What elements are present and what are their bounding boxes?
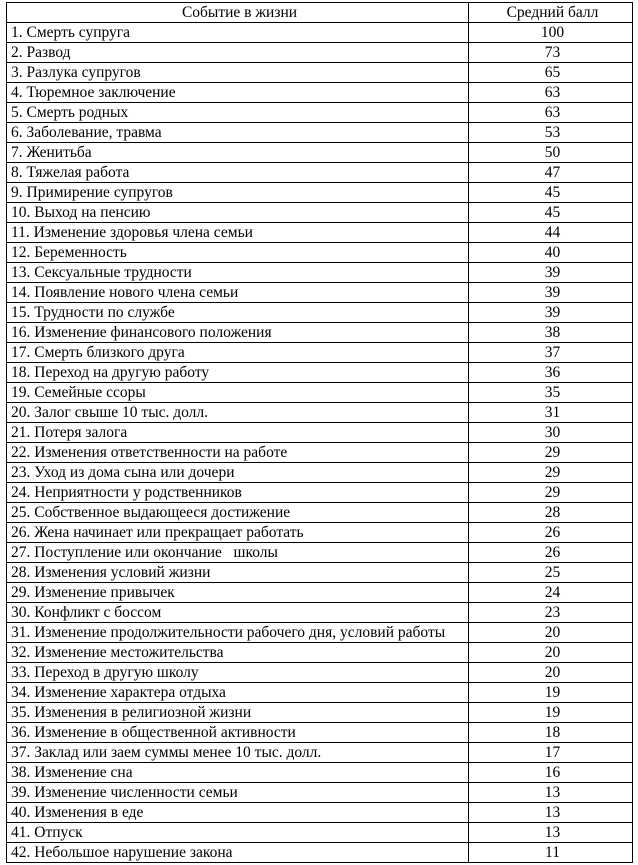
- event-cell: 14. Появление нового члена семьи: [7, 283, 469, 303]
- table-row: [7, 183, 633, 203]
- score-cell: 31: [469, 403, 633, 423]
- table-row: [7, 723, 633, 743]
- event-cell: 37. Заклад или заем суммы менее 10 тыс. долл.: [7, 743, 469, 763]
- table-row: [7, 803, 633, 823]
- table-row: [7, 223, 633, 243]
- table-row: [7, 683, 633, 703]
- table-row: [7, 323, 633, 343]
- event-cell: 35. Изменения в религиозной жизни: [7, 703, 469, 723]
- score-cell: 47: [469, 163, 633, 183]
- event-cell: 18. Переход на другую работу: [7, 363, 469, 383]
- table-row: [7, 83, 633, 103]
- score-cell: 65: [469, 63, 633, 83]
- table-row: [7, 563, 633, 583]
- score-cell: 39: [469, 303, 633, 323]
- table-row: [7, 483, 633, 503]
- event-cell: 12. Беременность: [7, 243, 469, 263]
- table-row: [7, 363, 633, 383]
- score-cell: 29: [469, 483, 633, 503]
- table-row: [7, 663, 633, 683]
- event-cell: 27. Поступление или окончание школы: [7, 543, 469, 563]
- table-row: [7, 283, 633, 303]
- score-cell: 45: [469, 183, 633, 203]
- score-cell: 44: [469, 223, 633, 243]
- score-cell: 20: [469, 663, 633, 683]
- event-cell: 33. Переход в другую школу: [7, 663, 469, 683]
- event-cell: 26. Жена начинает или прекращает работать: [7, 523, 469, 543]
- event-cell: 19. Семейные ссоры: [7, 383, 469, 403]
- table-row: [7, 843, 633, 863]
- event-cell: 40. Изменения в еде: [7, 803, 469, 823]
- score-cell: 11: [469, 843, 633, 863]
- score-cell: 29: [469, 463, 633, 483]
- table-row: [7, 423, 633, 443]
- event-cell: 42. Небольшое нарушение закона: [7, 843, 469, 863]
- score-cell: 63: [469, 103, 633, 123]
- table-body: [7, 23, 633, 863]
- table-row: [7, 23, 633, 43]
- event-cell: 32. Изменение местожительства: [7, 643, 469, 663]
- score-cell: 63: [469, 83, 633, 103]
- table-row: [7, 403, 633, 423]
- table-row: [7, 523, 633, 543]
- score-cell: 19: [469, 703, 633, 723]
- score-cell: 28: [469, 503, 633, 523]
- event-cell: 31. Изменение продолжительности рабочего дня, условий работы: [7, 623, 469, 643]
- event-cell: 6. Заболевание, травма: [7, 123, 469, 143]
- score-cell: 100: [469, 23, 633, 43]
- table-row: [7, 743, 633, 763]
- score-cell: 13: [469, 783, 633, 803]
- event-cell: 38. Изменение сна: [7, 763, 469, 783]
- table-row: [7, 343, 633, 363]
- table-row: [7, 123, 633, 143]
- table-row: [7, 63, 633, 83]
- table-row: [7, 143, 633, 163]
- event-cell: 15. Трудности по службе: [7, 303, 469, 323]
- column-header-score: Средний балл: [469, 3, 633, 23]
- table-row: [7, 783, 633, 803]
- event-cell: 10. Выход на пенсию: [7, 203, 469, 223]
- score-cell: 35: [469, 383, 633, 403]
- table-row: [7, 603, 633, 623]
- event-cell: 29. Изменение привычек: [7, 583, 469, 603]
- score-cell: 39: [469, 263, 633, 283]
- life-events-table: [6, 2, 633, 863]
- event-cell: 25. Собственное выдающееся достижение: [7, 503, 469, 523]
- table-row: [7, 463, 633, 483]
- table-row: [7, 443, 633, 463]
- score-cell: 20: [469, 623, 633, 643]
- column-header-event: Событие в жизни: [7, 3, 469, 23]
- event-cell: 13. Сексуальные трудности: [7, 263, 469, 283]
- score-cell: 73: [469, 43, 633, 63]
- table-row: [7, 243, 633, 263]
- event-cell: 20. Залог свыше 10 тыс. долл.: [7, 403, 469, 423]
- score-cell: 37: [469, 343, 633, 363]
- table-row: [7, 303, 633, 323]
- score-cell: 13: [469, 823, 633, 843]
- event-cell: 2. Развод: [7, 43, 469, 63]
- event-cell: 39. Изменение численности семьи: [7, 783, 469, 803]
- table-row: [7, 543, 633, 563]
- score-cell: 19: [469, 683, 633, 703]
- score-cell: 13: [469, 803, 633, 823]
- score-cell: 17: [469, 743, 633, 763]
- event-cell: 41. Отпуск: [7, 823, 469, 843]
- table-row: [7, 823, 633, 843]
- score-cell: 39: [469, 283, 633, 303]
- table-row: [7, 103, 633, 123]
- table-header-row: [7, 3, 633, 23]
- score-cell: 38: [469, 323, 633, 343]
- score-cell: 45: [469, 203, 633, 223]
- score-cell: 20: [469, 643, 633, 663]
- event-cell: 11. Изменение здоровья члена семьи: [7, 223, 469, 243]
- score-cell: 50: [469, 143, 633, 163]
- score-cell: 23: [469, 603, 633, 623]
- table-row: [7, 203, 633, 223]
- score-cell: 18: [469, 723, 633, 743]
- event-cell: 17. Смерть близкого друга: [7, 343, 469, 363]
- event-cell: 36. Изменение в общественной активности: [7, 723, 469, 743]
- score-cell: 53: [469, 123, 633, 143]
- score-cell: 26: [469, 543, 633, 563]
- event-cell: 1. Смерть супруга: [7, 23, 469, 43]
- table-row: [7, 763, 633, 783]
- table-row: [7, 583, 633, 603]
- table-row: [7, 503, 633, 523]
- score-cell: 24: [469, 583, 633, 603]
- event-cell: 34. Изменение характера отдыха: [7, 683, 469, 703]
- table-row: [7, 383, 633, 403]
- event-cell: 23. Уход из дома сына или дочери: [7, 463, 469, 483]
- score-cell: 29: [469, 443, 633, 463]
- score-cell: 16: [469, 763, 633, 783]
- event-cell: 21. Потеря залога: [7, 423, 469, 443]
- table-row: [7, 163, 633, 183]
- event-cell: 5. Смерть родных: [7, 103, 469, 123]
- event-cell: 22. Изменения ответственности на работе: [7, 443, 469, 463]
- event-cell: 24. Неприятности у родственников: [7, 483, 469, 503]
- score-cell: 25: [469, 563, 633, 583]
- table-row: [7, 643, 633, 663]
- score-cell: 26: [469, 523, 633, 543]
- event-cell: 16. Изменение финансового положения: [7, 323, 469, 343]
- event-cell: 8. Тяжелая работа: [7, 163, 469, 183]
- score-cell: 40: [469, 243, 633, 263]
- table-row: [7, 703, 633, 723]
- event-cell: 30. Конфликт с боссом: [7, 603, 469, 623]
- event-cell: 4. Тюремное заключение: [7, 83, 469, 103]
- table-row: [7, 623, 633, 643]
- event-cell: 28. Изменения условий жизни: [7, 563, 469, 583]
- event-cell: 9. Примирение супругов: [7, 183, 469, 203]
- score-cell: 36: [469, 363, 633, 383]
- table-row: [7, 263, 633, 283]
- table-row: [7, 43, 633, 63]
- event-cell: 7. Женитьба: [7, 143, 469, 163]
- event-cell: 3. Разлука супругов: [7, 63, 469, 83]
- score-cell: 30: [469, 423, 633, 443]
